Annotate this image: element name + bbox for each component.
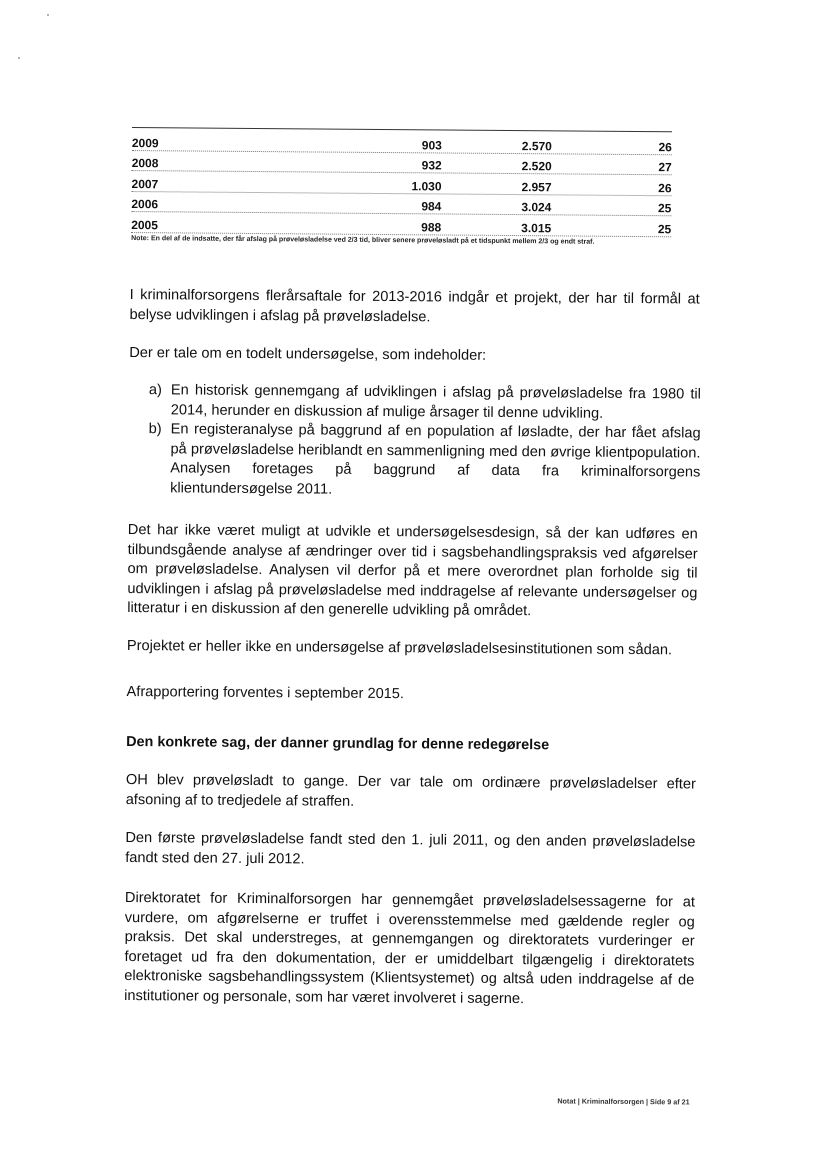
paragraph-projekt: Projektet er heller ikke en undersøgelse af prøveløsladelsesinstitutionen som sådan. bbox=[126, 638, 673, 659]
table-cell: 984 bbox=[421, 199, 442, 214]
paragraph-dates: Den første prøveløsladelse fandt sted den 1. juli 2011, og den anden prøveløsladelse fandt sted den 27. juli 2012. bbox=[125, 830, 696, 867]
table-cell-year: 2008 bbox=[131, 156, 159, 171]
paragraph-intro: I kriminalforsorgens flerårsaftale for 2013-2016 indgår et projekt, der har til formål at belyse udviklingen i afslag på prøveløsladelse. bbox=[129, 287, 700, 325]
table-cell: 1.030 bbox=[411, 178, 442, 193]
table-cell: 3.024 bbox=[521, 200, 552, 215]
table-cell: 2.520 bbox=[521, 159, 552, 174]
table-cell: 26 bbox=[658, 180, 672, 195]
list-item-text: En registeranalyse på baggrund af en population af løsladte, der har fået afslag på prøveløsladelse heriblandt en sammenligning med den øvrige klientpopulation. Analysen foretages på baggrund af data fra kriminalforsorgens klientundersøgelse 2011. bbox=[170, 421, 701, 498]
table-cell: 988 bbox=[421, 219, 442, 234]
paragraph-direktoratet: Direktoratet for Kriminalforsorgen har gennemgået prøveløsladelsessagerne for at vurdere, om afgørelserne er truffet i overensstemmelse med gældende regler og praksis. Det skal understreges, at gennemgangen og direktoratets vurderinger er foretaget ud fra den dokumentation, der er umiddelbart tilgængelig i direktoratets elektroniske sagsbehandlingssystem (Klientsystemet) og altså uden inddragelse af de institutioner og personale, som har været involveret i sagerne. bbox=[124, 890, 695, 1007]
table-cell: 932 bbox=[421, 158, 442, 173]
table-cell: 25 bbox=[657, 221, 672, 236]
statistics-table bbox=[131, 127, 672, 237]
table-cell: 27 bbox=[658, 160, 672, 175]
table-cell-year: 2009 bbox=[131, 135, 159, 150]
paragraph-oh: OH blev prøveløsladt to gange. Der var tale om ordinære prøveløsladelser efter afsoning af to tredjedele af straffen. bbox=[125, 772, 696, 810]
list-marker: a) bbox=[148, 382, 162, 399]
table-note: Note: En del af de indsatte, der får afslag på prøveløsladelse ved 2/3 tid, bliver senere prøveløsladt på et tidspunkt mellem 2/3 og endt straf. bbox=[131, 235, 595, 246]
investigation-list bbox=[148, 381, 701, 502]
table-cell: 25 bbox=[657, 201, 672, 216]
table-cell: 2.570 bbox=[521, 138, 552, 153]
table-cell-year: 2007 bbox=[131, 176, 159, 191]
paragraph-design: Det har ikke været muligt at udvikle et undersøgelsesdesign, så der kan udføres en tilbundsgående analyse af ændringer over tid i sagsbehandlingspraksis ved afgørelser om prøveløsladelse. Analysen vil derfor på et mere overordnet plan forholde sig til udviklingen i afslag på prøveløsladelse med inddragelse af relevante undersøgelser og litteratur i en diskussion af den generelle udvikling på området. bbox=[127, 522, 698, 620]
table-cell: 903 bbox=[421, 137, 442, 152]
page-footer: Notat | Kriminalforsorgen | Side 9 af 21 bbox=[557, 1096, 690, 1107]
table-cell: 26 bbox=[658, 139, 672, 154]
list-item bbox=[149, 381, 701, 424]
table-cell-year: 2006 bbox=[131, 197, 159, 212]
table-row bbox=[131, 212, 671, 237]
list-item-text: En historisk gennemgang af udviklingen i afslag på prøveløsladelse fra 1980 til 2014, herunder en diskussion af mulige årsager til denne udvikling. bbox=[170, 382, 701, 422]
table-cell: 3.015 bbox=[521, 220, 552, 235]
list-item bbox=[148, 420, 701, 502]
paragraph-todelt: Der er tale om en todelt undersøgelse, som indeholder: bbox=[129, 345, 487, 364]
section-heading: Den konkrete sag, der danner grundlag for denne redegørelse bbox=[126, 734, 550, 754]
list-marker: b) bbox=[148, 421, 162, 438]
table-cell: 2.957 bbox=[521, 179, 552, 194]
table-cell-year: 2005 bbox=[131, 217, 158, 232]
paragraph-afrapportering: Afrapportering forventes i september 2015. bbox=[126, 684, 405, 703]
